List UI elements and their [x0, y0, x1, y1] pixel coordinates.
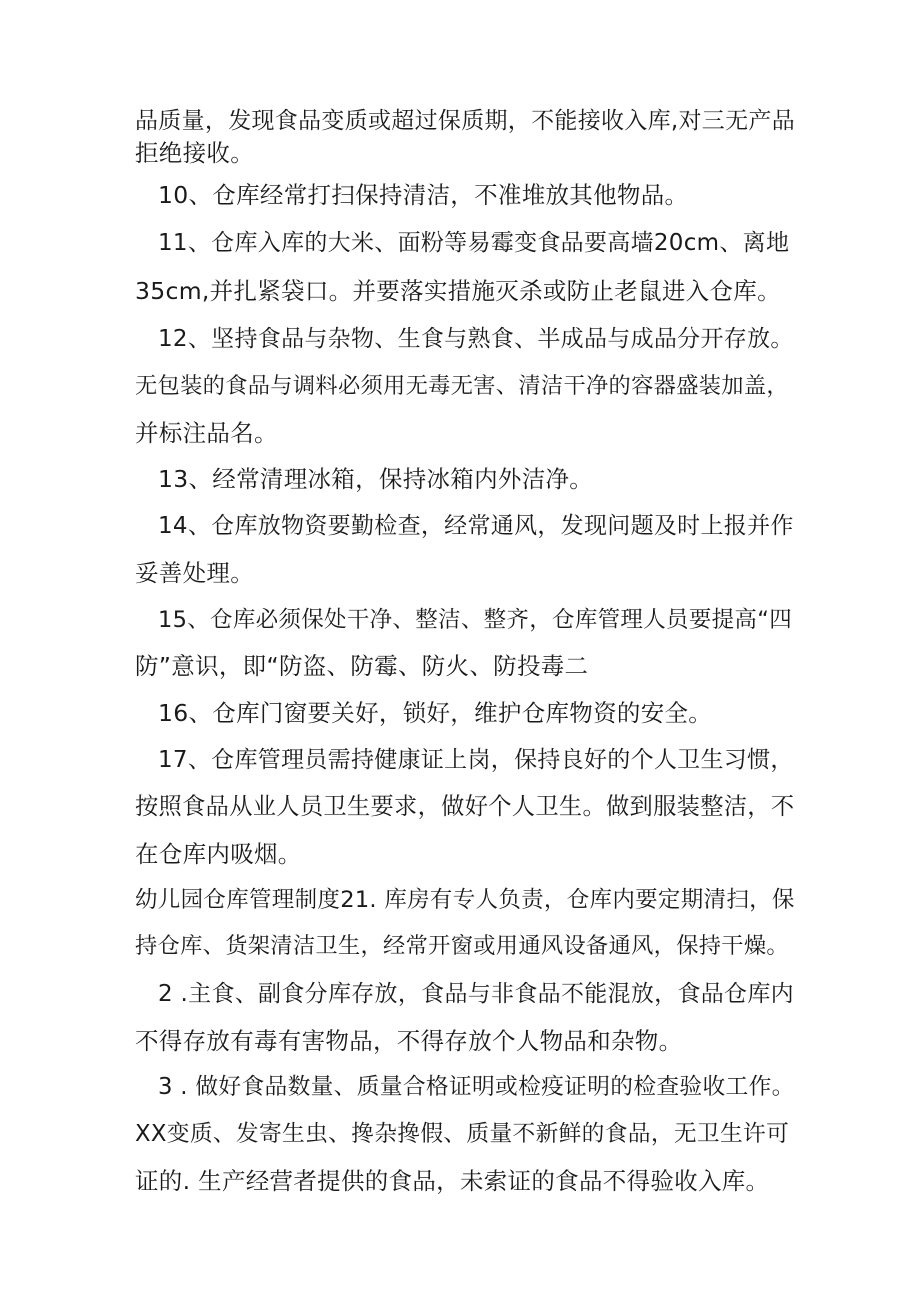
text-line: 10、仓库经常打扫保持清洁，不准堆放其他物品。 [158, 181, 689, 209]
text-line: 2 .主食、副食分库存放，食品与非食品不能混放，食品仓库内 [158, 981, 794, 1007]
text-line: 14、仓库放物资要勤检查，经常通风，发现问题及时上报并作 [158, 513, 794, 539]
text-line: 拒绝接收。 [135, 139, 254, 167]
text-line: 证的. 生产经营者提供的食品，未索证的食品不得验收入库。 [135, 1167, 770, 1195]
text-line: 16、仓库门窗要关好，锁好，维护仓库物资的安全。 [158, 699, 713, 727]
text-line: 35cm,并扎紧袋口。并要落实措施灭杀或防止老鼠进入仓库。 [135, 277, 781, 305]
text-line: 妥善处理。 [135, 559, 254, 587]
text-line: 15、仓库必须保处干净、整洁、整齐，仓库管理人员要提高“四 [158, 607, 792, 633]
text-line: 11、仓库入库的大米、面粉等易霉变食品要高墙20cm、离地 [158, 230, 790, 256]
text-line: 3 . 做好食品数量、质量合格证明或检疫证明的检查验收工作。 [158, 1074, 795, 1100]
text-line: 17、仓库管理员需持健康证上岗，保持良好的个人卫生习惯， [158, 747, 794, 773]
text-line: 持仓库、货架清洁卫生，经常开窗或用通风设备通风，保持干燥。 [135, 933, 789, 959]
text-line: 13、经常清理冰箱，保持冰箱内外洁净。 [158, 465, 594, 493]
text-line: 按照食品从业人员卫生要求，做好个人卫生。做到服装整洁，不 [135, 793, 795, 820]
text-line: 并标注品名。 [135, 419, 278, 447]
text-line: 品质量，发现食品变质或超过保质期，不能接收入库,对三无产品 [135, 108, 796, 134]
text-line: 防”意识，即“防盗、防霉、防火、防投毒二 [135, 652, 589, 680]
text-line: 不得存放有毒有害物品，不得存放个人物品和杂物。 [135, 1027, 683, 1055]
text-line: 在仓库内吸烟。 [135, 840, 302, 868]
text-line: 12、坚持食品与杂物、生食与熟食、半成品与成品分开存放。 [158, 326, 794, 352]
text-line: XX变质、发寄生虫、搀杂搀假、质量不新鲜的食品，无卫生许可 [135, 1121, 790, 1147]
text-line: 幼儿园仓库管理制度21. 库房有专人负责，仓库内要定期清扫，保 [135, 887, 795, 913]
text-line: 无包装的食品与调料必须用无毒无害、清洁干净的容器盛装加盖， [135, 373, 789, 399]
